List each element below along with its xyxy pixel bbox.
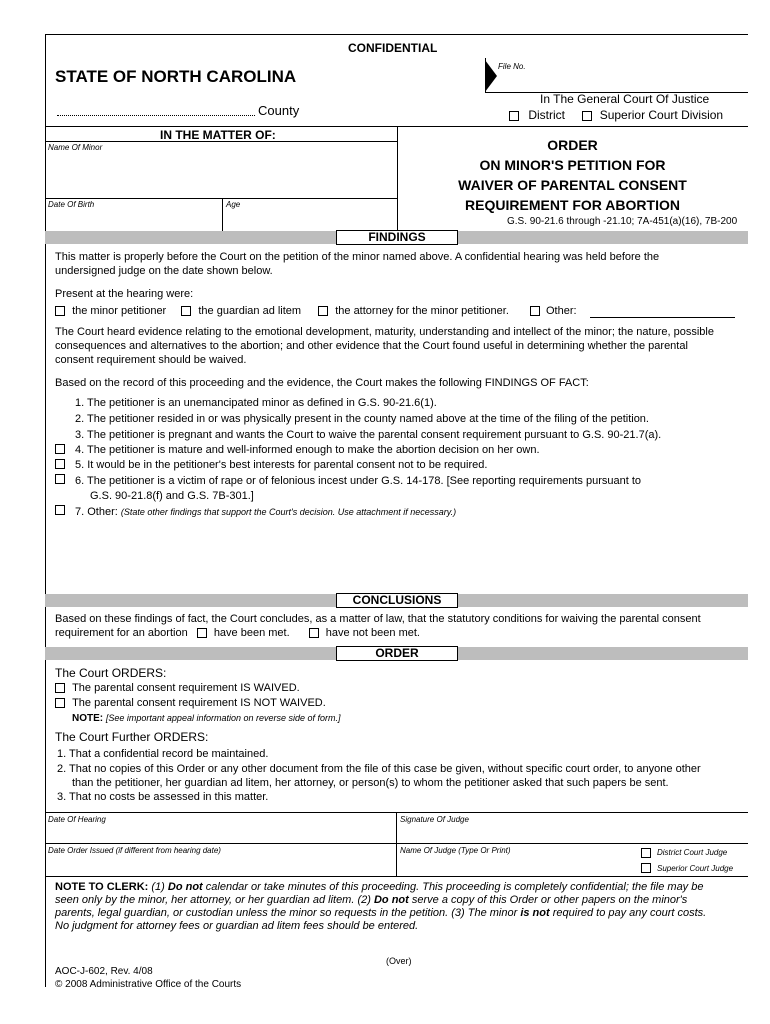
opt-minor-label: the minor petitioner <box>72 305 167 317</box>
based-label: Based on the record of this proceeding and the evidence, the Court makes the following FINDINGS OF FACT: <box>55 377 589 389</box>
matter-heading-line <box>45 141 397 142</box>
copyright: © 2008 Administrative Office of the Courts <box>55 979 242 990</box>
county-label: County <box>258 103 300 118</box>
sig-bottom-line <box>45 876 748 877</box>
findings-intro-2: undersigned judge on the date shown below. <box>55 265 273 277</box>
sig-divider <box>396 812 397 876</box>
clerk-note: NOTE TO CLERK: (1) Do not calendar or take minutes of this proceeding. This proceeding is completely confidential; the file may be seen only by the minor, her attorney, or her guardian ad litem. (2) Do not serve a copy of this Order or other papers on the minor's parents, legal guardian, or custodian unless the minor so requests in the petition. (3) The minor is not required to pay any court costs. No judgment for attorney fees or guardian ad litem fees should be entered. <box>55 881 707 932</box>
have-not-met-label: have not been met. <box>325 627 420 639</box>
evidence-1: The Court heard evidence relating to the emotional development, maturity, understanding and intellect of the minor; the nature, possible <box>55 326 714 338</box>
over-label: (Over) <box>386 956 412 966</box>
gal-checkbox[interactable] <box>181 306 191 316</box>
sig-judge-label: Signature Of Judge <box>400 815 469 824</box>
finding-item: 6. The petitioner is a victim of rape or of felonious incest under G.S. 14-178. [See reporting requirements pursuant to <box>75 475 642 487</box>
title-line-4: REQUIREMENT FOR ABORTION <box>465 197 680 213</box>
other-findings-field[interactable] <box>88 522 738 590</box>
further-orders-label: The Court Further ORDERS: <box>55 730 209 744</box>
other-input[interactable] <box>590 317 735 318</box>
finding-item: 3. The petitioner is pregnant and wants the Court to waive the parental consent requirement pursuant to G.S. 90-21.7(a). <box>75 429 662 441</box>
have-met-checkbox[interactable] <box>197 628 207 638</box>
further-order-2-cont: than the petitioner, her guardian ad litem, her attorney, or person(s) to whom the petitioner asked that such papers be sent. <box>72 777 669 789</box>
superior-judge-checkbox[interactable] <box>641 863 651 873</box>
finding-item: 2. The petitioner resided in or was physically present in the county named above at the time of the filing of the petition. <box>75 413 649 425</box>
order-title <box>397 135 748 215</box>
finding-item: 1. The petitioner is an unemancipated minor as defined in G.S. 90-21.6(1). <box>75 397 437 409</box>
finding-item: 4. The petitioner is mature and well-informed enough to make the abortion decision on her own. <box>75 444 540 456</box>
further-order-1: 1. That a confidential record be maintained. <box>57 748 269 760</box>
finding-5-checkbox[interactable] <box>55 459 65 469</box>
evidence-3: consent requirement should be waived. <box>55 354 247 366</box>
district-checkbox[interactable] <box>509 111 519 121</box>
opt-other-label: Other: <box>546 305 577 317</box>
court-division-row <box>509 108 723 122</box>
evidence-2: consequences and alternatives to the abortion; and other evidence that the Court found useful in determining whether the parental <box>55 340 688 352</box>
finding-item: 7. Other: (State other findings that support the Court's decision. Use attachment if necessary.) <box>75 506 457 518</box>
age-label: Age <box>226 200 241 209</box>
file-no-divider <box>485 58 486 92</box>
finding-6-checkbox[interactable] <box>55 474 65 484</box>
other-checkbox[interactable] <box>530 306 540 316</box>
not-waived-label: The parental consent requirement IS NOT WAIVED. <box>72 697 326 709</box>
district-label: District <box>528 108 566 122</box>
waived-row <box>55 682 300 695</box>
title-line-1: ORDER <box>547 137 598 153</box>
have-not-met-checkbox[interactable] <box>309 628 319 638</box>
atty-checkbox[interactable] <box>318 306 328 316</box>
title-line-3: WAIVER OF PARENTAL CONSENT <box>458 177 687 193</box>
district-judge-checkbox[interactable] <box>641 848 651 858</box>
left-border <box>45 34 46 987</box>
superior-label: Superior Court Division <box>599 108 724 122</box>
order-heading: ORDER <box>336 646 458 661</box>
conclusions-text: requirement for an abortion <box>55 627 188 639</box>
district-judge-label: District Court Judge <box>657 848 728 857</box>
matter-heading: IN THE MATTER OF: <box>160 128 276 142</box>
file-no-label: File No. <box>498 62 526 71</box>
further-order-2: 2. That no copies of this Order or any other document from the file of this case be given, without specific court order, to anyone other <box>57 763 701 775</box>
minor-name-label: Name Of Minor <box>48 143 103 152</box>
note-text: [See important appeal information on reverse side of form.] <box>105 713 341 723</box>
finding-4-checkbox[interactable] <box>55 444 65 454</box>
conclusions-heading: CONCLUSIONS <box>336 593 458 608</box>
other-findings-note: (State other findings that support the Court's decision. Use attachment if necessary.) <box>120 507 457 517</box>
further-order-3: 3. That no costs be assessed in this matter. <box>57 791 269 803</box>
superior-checkbox[interactable] <box>582 111 592 121</box>
opt-gal-label: the guardian ad litem <box>198 305 302 317</box>
dob-label: Date Of Birth <box>48 200 95 209</box>
court-orders-label: The Court ORDERS: <box>55 666 167 680</box>
conclusions-line-2 <box>55 627 420 640</box>
not-waived-row <box>55 697 326 710</box>
statute-ref: G.S. 90-21.6 through -21.10; 7A-451(a)(16), 7B-200 <box>507 216 738 227</box>
superior-judge-label: Superior Court Judge <box>657 864 734 873</box>
minor-name-field[interactable] <box>47 155 395 197</box>
appeal-note <box>72 713 341 724</box>
form-number: AOC-J-602, Rev. 4/08 <box>55 966 153 977</box>
present-label: Present at the hearing were: <box>55 288 194 300</box>
sig-mid-line <box>45 843 748 844</box>
file-no-arrow-icon <box>485 60 497 92</box>
date-hearing-label: Date Of Hearing <box>48 815 106 824</box>
finding-item: 5. It would be in the petitioner's best interests for parental consent not to be required. <box>75 459 488 471</box>
county-input[interactable] <box>57 115 255 116</box>
not-waived-checkbox[interactable] <box>55 698 65 708</box>
opt-atty-label: the attorney for the minor petitioner. <box>335 305 509 317</box>
dob-age-divider <box>222 198 223 231</box>
finding-item-continued: G.S. 90-21.8(f) and G.S. 7B-301.] <box>90 490 254 502</box>
dob-line <box>45 198 397 199</box>
conclusions-line-1: Based on these findings of fact, the Court concludes, as a matter of law, that the statutory conditions for waiving the parental consent <box>55 613 701 625</box>
confidential-label: CONFIDENTIAL <box>348 41 438 55</box>
court-label: In The General Court Of Justice <box>540 92 710 106</box>
present-options <box>55 305 577 318</box>
date-issued-label: Date Order Issued (if different from hearing date) <box>48 846 221 855</box>
findings-heading: FINDINGS <box>336 230 458 245</box>
finding-7-checkbox[interactable] <box>55 505 65 515</box>
findings-intro-1: This matter is properly before the Court on the petition of the minor named above. A confidential hearing was held before the <box>55 251 660 263</box>
state-title: STATE OF NORTH CAROLINA <box>55 67 297 86</box>
note-label: NOTE: <box>72 713 104 724</box>
waived-checkbox[interactable] <box>55 683 65 693</box>
top-border <box>45 34 748 35</box>
title-line-2: ON MINOR'S PETITION FOR <box>479 157 666 173</box>
waived-label: The parental consent requirement IS WAIVED. <box>72 682 300 694</box>
minor-checkbox[interactable] <box>55 306 65 316</box>
have-met-label: have been met. <box>213 627 290 639</box>
name-judge-label: Name Of Judge (Type Or Print) <box>400 846 511 855</box>
